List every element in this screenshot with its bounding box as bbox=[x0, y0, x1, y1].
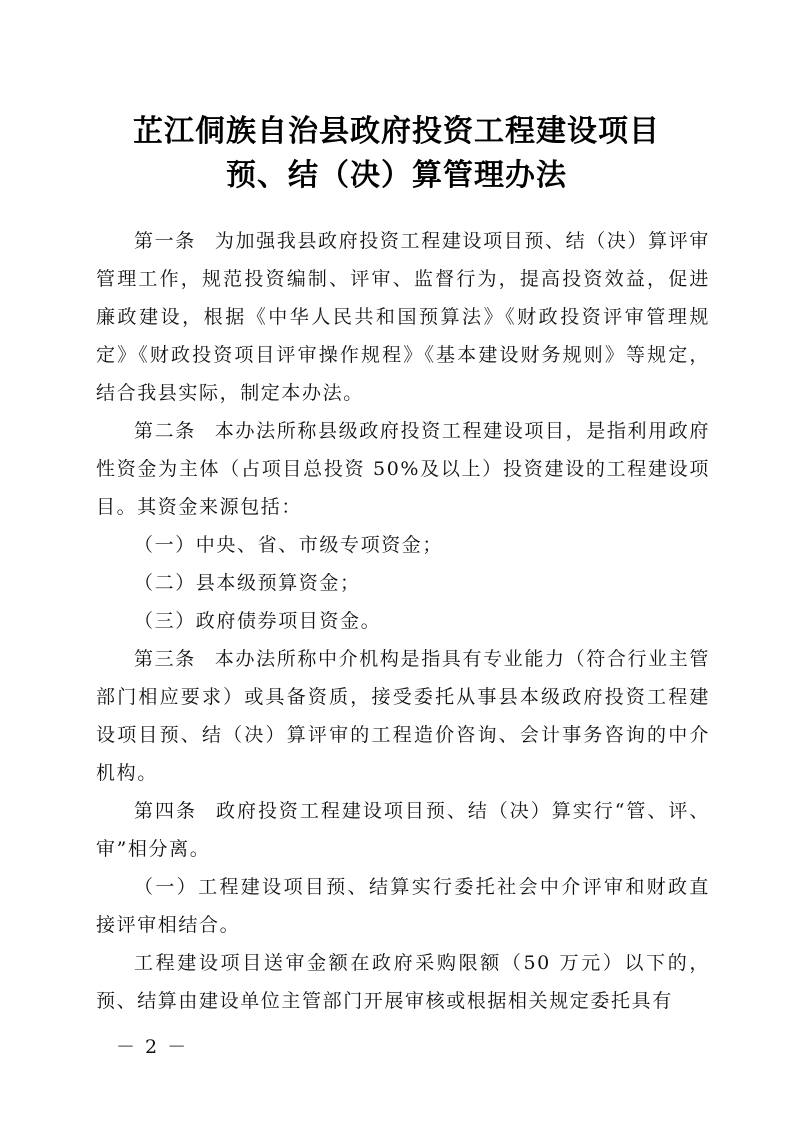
article-3-paragraph bbox=[96, 640, 710, 792]
article-label: 第三条 bbox=[134, 648, 196, 670]
paragraph-text: 本办法所称中介机构是指具有专业能力（符合行业主管部门相应要求）或具备资质，接受委托从事县本级政府投资工程建设项目预、结（决）算评审的工程造价咨询、会计事务咨询的中介机构。 bbox=[96, 648, 710, 784]
title-line-2: 预、结（决）算管理办法 bbox=[226, 158, 567, 193]
article-2-paragraph bbox=[96, 412, 710, 526]
paragraph-text: （一）中央、省、市级专项资金； bbox=[134, 534, 444, 556]
article-label: 第一条 bbox=[134, 230, 196, 252]
paragraph-text: （二）县本级预算资金； bbox=[134, 572, 361, 594]
article-4-paragraph bbox=[96, 792, 710, 868]
article-label: 第四条 bbox=[134, 800, 197, 822]
document-body bbox=[96, 222, 710, 1020]
paragraph-text: 政府投资工程建设项目预、结（决）算实行“管、评、审”相分离。 bbox=[96, 800, 710, 860]
paragraph-text: 本办法所称县级政府投资工程建设项目，是指利用政府性资金为主体（占项目总投资 50%及以上）投资建设的工程建设项目。其资金来源包括： bbox=[96, 420, 710, 518]
sub-item-1-paragraph bbox=[96, 868, 710, 944]
list-item-3 bbox=[96, 602, 710, 640]
list-item-1 bbox=[96, 526, 710, 564]
title-line-1: 芷江侗族自治县政府投资工程建设项目 bbox=[133, 114, 660, 149]
list-item-2 bbox=[96, 564, 710, 602]
article-label: 第二条 bbox=[134, 420, 196, 442]
paragraph-text: 工程建设项目送审金额在政府采购限额（50 万元）以下的，预、结算由建设单位主管部门开展审核或根据相关规定委托具有 bbox=[96, 952, 710, 1012]
paragraph-text: 为加强我县政府投资工程建设项目预、结（决）算评审管理工作，规范投资编制、评审、监督行为，提高投资效益，促进廉政建设，根据《中华人民共和国预算法》《财政投资评审管理规定》《财政投资项目评审操作规程》《基本建设财务规则》等规定，结合我县实际，制定本办法。 bbox=[96, 230, 710, 404]
article-1-paragraph bbox=[96, 222, 710, 412]
document-title bbox=[0, 110, 793, 198]
paragraph-text: （三）政府债券项目资金。 bbox=[134, 610, 382, 632]
continuation-paragraph bbox=[96, 944, 710, 1020]
paragraph-text: （一）工程建设项目预、结算实行委托社会中介评审和财政直接评审相结合。 bbox=[96, 876, 710, 936]
page-number: － 2 － bbox=[116, 1036, 189, 1058]
